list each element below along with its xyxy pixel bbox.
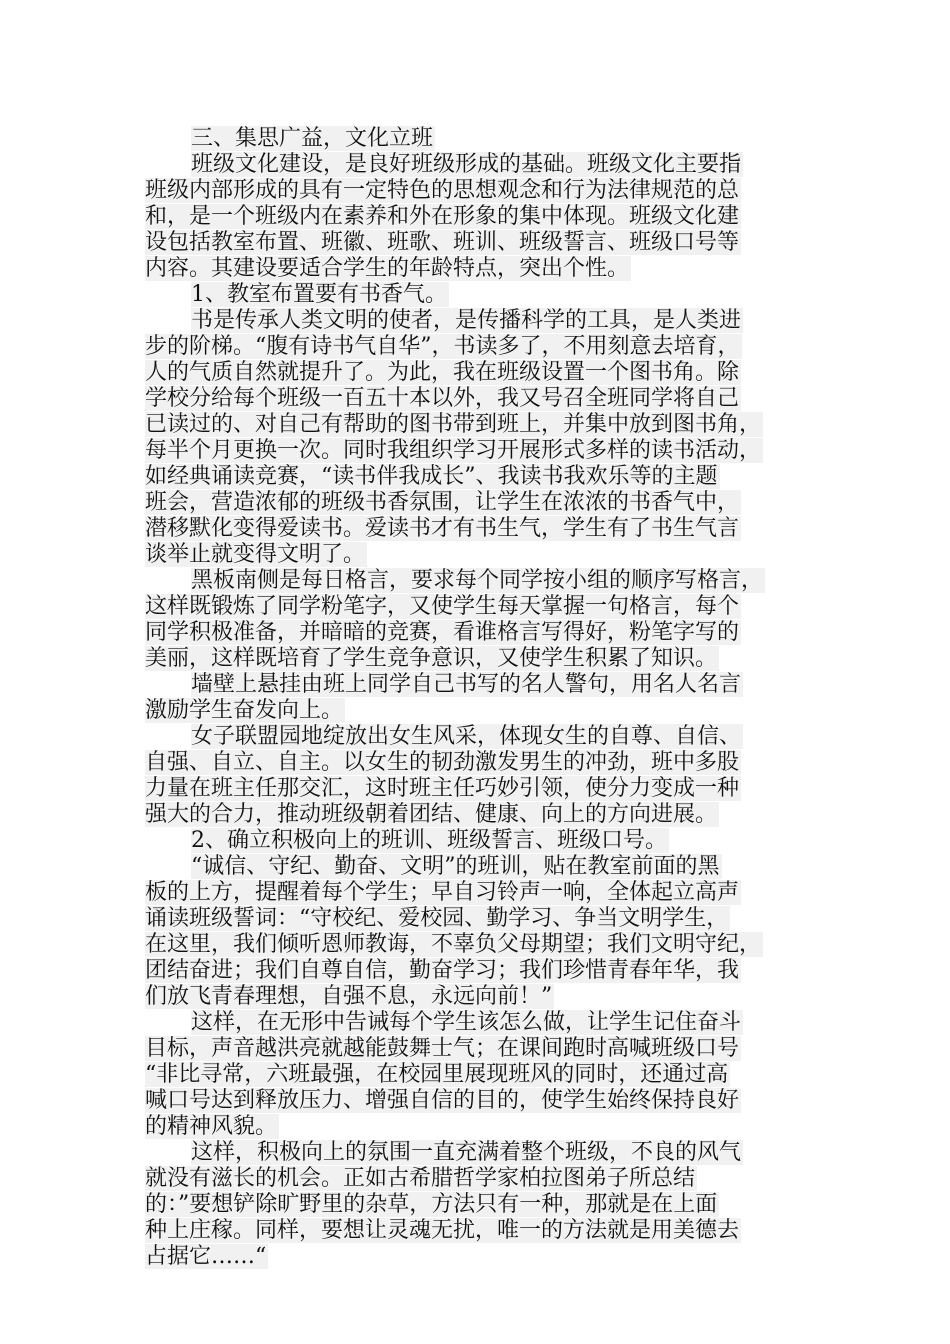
text-line — [145, 594, 835, 620]
text-line-content: 书是传承人类文明的使者，是传播科学的工具，是人类进 — [191, 308, 742, 333]
text-line — [145, 464, 835, 490]
text-line-content: 就没有滋长的机会。正如古希腊哲学家柏拉图弟子所总结 — [145, 1166, 696, 1191]
text-line — [145, 1114, 835, 1140]
text-line — [145, 386, 835, 412]
text-line-content: 的：”要想铲除旷野里的杂草，方法只有一种，那就是在上面 — [145, 1192, 718, 1217]
text-line-content: 学校分给每个班级一百五十本以外，我又号召全班同学将自己 — [145, 386, 740, 411]
text-line-content: 自强、自立、自主。以女生的韧劲激发男生的冲劲，班中多股 — [145, 750, 740, 775]
text-line — [145, 360, 835, 386]
text-line-content: 板的上方，提醒着每个学生；早自习铃声一响，全体起立高声 — [145, 880, 740, 905]
text-line — [145, 542, 835, 568]
text-line-content: 诵读班级誓词：“守校纪、爱校园、勤学习、争当文明学生， — [145, 906, 729, 931]
text-line-content: 班会，营造浓郁的班级书香氛围，让学生在浓浓的书香气中， — [145, 490, 740, 515]
text-line-content: 设包括教室布置、班徽、班歌、班训、班级誓言、班级口号等 — [145, 230, 740, 255]
text-line — [145, 490, 835, 516]
text-line-content: 的精神风貌。 — [145, 1114, 278, 1139]
text-line — [145, 204, 835, 230]
document-body — [145, 126, 835, 1270]
text-line — [145, 906, 835, 932]
text-line-content: 三、集思广益，文化立班 — [191, 126, 434, 151]
text-line — [145, 1062, 835, 1088]
text-line-content: 强大的合力，推动班级朝着团结、健康、向上的方向进展。 — [145, 802, 718, 827]
text-line — [145, 516, 835, 542]
text-line-content: 1、教室布置要有书香气。 — [191, 282, 447, 307]
text-line-content: 潜移默化变得爱读书。爱读书才有书生气，学生有了书生气言 — [145, 516, 740, 541]
text-line-content: 团结奋进；我们自尊自信，勤奋学习；我们珍惜青春年华，我 — [145, 958, 740, 983]
text-line-content: 如经典诵读竞赛，“读书伴我成长”、我读书我欢乐等的主题 — [145, 464, 718, 489]
text-line — [145, 256, 835, 282]
text-line — [145, 308, 835, 334]
text-line-content: 步的阶梯。“腹有诗书气自华”，书读多了，不用刻意去培育， — [145, 334, 740, 359]
text-line — [145, 672, 835, 698]
text-line-content: “诚信、守纪、勤奋、文明”的班训，贴在教室前面的黑 — [191, 854, 720, 879]
text-line-content: 墙壁上悬挂由班上同学自己书写的名人警句，用名人名言 — [191, 672, 742, 697]
text-line-content: 这样，积极向上的氛围一直充满着整个班级，不良的风气 — [191, 1140, 742, 1165]
text-line-content: 谈举止就变得文明了。 — [145, 542, 366, 567]
text-line — [145, 126, 835, 152]
text-line — [145, 854, 835, 880]
text-line — [145, 698, 835, 724]
text-line — [145, 152, 835, 178]
text-line-content: 美丽，这样既培育了学生竞争意识，又使学生积累了知识。 — [145, 646, 718, 671]
text-line — [145, 1010, 835, 1036]
text-line — [145, 776, 835, 802]
text-line — [145, 984, 835, 1010]
text-line — [145, 1036, 835, 1062]
text-line — [145, 1166, 835, 1192]
text-line — [145, 828, 835, 854]
text-line-content: 班级文化建设，是良好班级形成的基础。班级文化主要指 — [191, 152, 742, 177]
text-line-content: 力量在班主任那交汇，这时班主任巧妙引领，使分力变成一种 — [145, 776, 740, 801]
text-line — [145, 880, 835, 906]
text-line-content: 们放飞青春理想，自强不息，永远向前！” — [145, 984, 553, 1009]
text-line-content: 目标，声音越洪亮就越能鼓舞士气；在课间跑时高喊班级口号 — [145, 1036, 740, 1061]
text-line — [145, 750, 835, 776]
text-line-content: 同学积极准备，并暗暗的竞赛，看谁格言写得好，粉笔字写的 — [145, 620, 740, 645]
text-line-content: 2、确立积极向上的班训、班级誓言、班级口号。 — [191, 828, 667, 853]
text-line — [145, 282, 835, 308]
text-line — [145, 438, 835, 464]
text-line-content: 女子联盟园地绽放出女生风采，体现女生的自尊、自信、 — [191, 724, 742, 749]
text-line — [145, 646, 835, 672]
text-line — [145, 620, 835, 646]
text-line — [145, 958, 835, 984]
text-line-content: 这样，在无形中告诫每个学生该怎么做，让学生记住奋斗 — [191, 1010, 742, 1035]
text-line-content: 每半个月更换一次。同时我组织学习开展形式多样的读书活动， — [145, 438, 762, 463]
text-line — [145, 724, 835, 750]
text-line-content: 人的气质自然就提升了。为此，我在班级设置一个图书角。除 — [145, 360, 740, 385]
text-line — [145, 802, 835, 828]
text-line — [145, 1218, 835, 1244]
text-line — [145, 1088, 835, 1114]
text-line-content: 种上庄稼。同样，要想让灵魂无扰，唯一的方法就是用美德去 — [145, 1218, 740, 1243]
text-line — [145, 568, 835, 594]
text-line-content: 和，是一个班级内在素养和外在形象的集中体现。班级文化建 — [145, 204, 740, 229]
text-line-content: 在这里，我们倾听恩师教诲，不辜负父母期望；我们文明守纪， — [145, 932, 762, 957]
text-line-content: 班级内部形成的具有一定特色的思想观念和行为法律规范的总 — [145, 178, 740, 203]
text-line — [145, 334, 835, 360]
text-line — [145, 230, 835, 256]
text-line-content: 激励学生奋发向上。 — [145, 698, 344, 723]
text-line — [145, 1244, 835, 1270]
text-line-content: 这样既锻炼了同学粉笔字，又使学生每天掌握一句格言，每个 — [145, 594, 740, 619]
text-line — [145, 412, 835, 438]
text-line — [145, 932, 835, 958]
text-line-content: 黑板南侧是每日格言，要求每个同学按小组的顺序写格言， — [191, 568, 764, 593]
text-line-content: 喊口号达到释放压力、增强自信的目的，使学生始终保持良好 — [145, 1088, 740, 1113]
text-line-content: 内容。其建设要适合学生的年龄特点，突出个性。 — [145, 256, 630, 281]
text-line — [145, 1192, 835, 1218]
text-line-content: 占据它……“ — [145, 1244, 267, 1269]
text-line — [145, 1140, 835, 1166]
text-line-content: 已读过的、对自己有帮助的图书带到班上，并集中放到图书角， — [145, 412, 762, 437]
text-line — [145, 178, 835, 204]
text-line-content: “非比寻常，六班最强，在校园里展现班风的同时，还通过高 — [145, 1062, 729, 1087]
